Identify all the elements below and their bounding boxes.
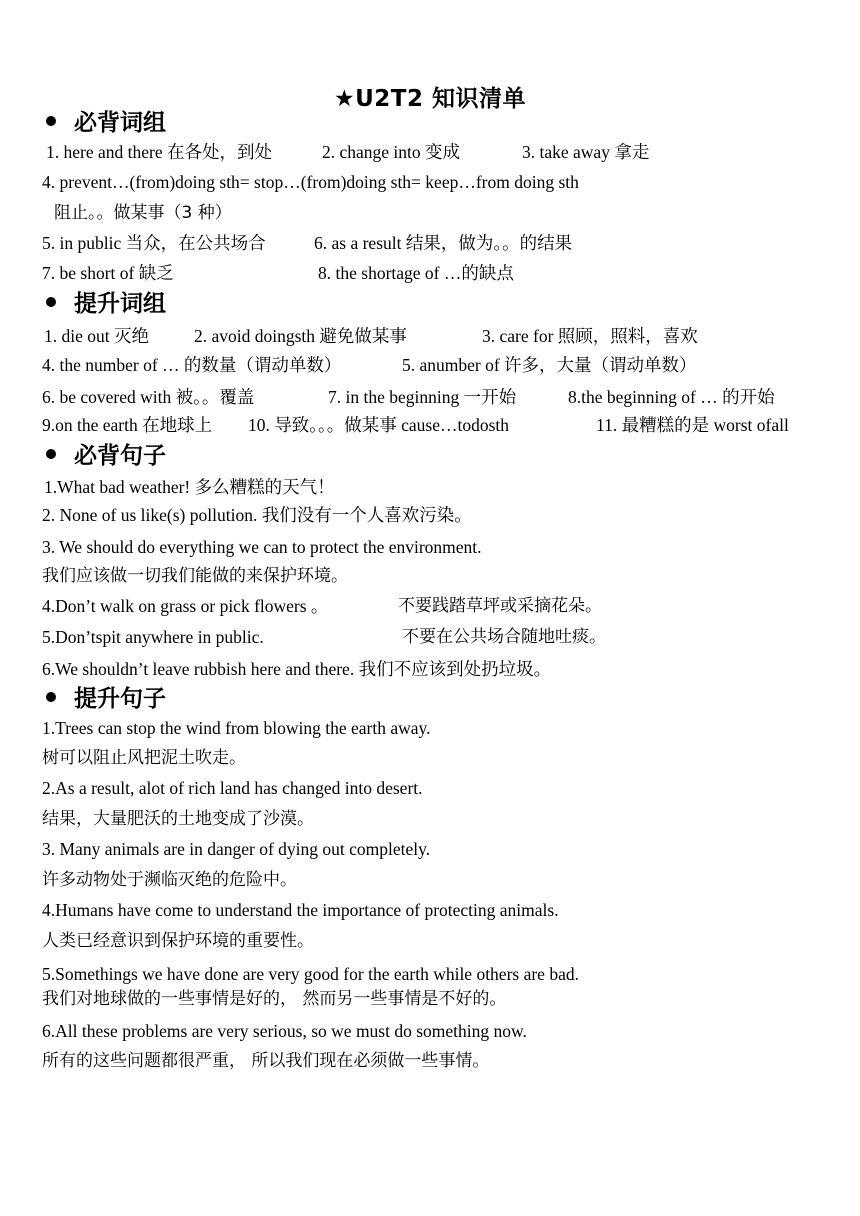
sentence-translation: 结果，大量肥沃的土地变成了沙漠。 — [42, 809, 314, 829]
sentence-line: 6.All these problems are very serious, so we must do something now. — [42, 1021, 527, 1041]
phrase-item: 7. be short of 缺乏 — [42, 263, 174, 283]
sentence-line: 1.What bad weather! 多么糟糕的天气！ — [44, 477, 335, 497]
phrase-item: 10. 导致。。。做某事 cause…todosth — [248, 415, 510, 435]
sentence-english: 5.Don’tspit anywhere in public. — [42, 627, 264, 647]
section-heading-text: 必背词组 — [74, 110, 166, 136]
section-heading-text: 提升词组 — [74, 291, 166, 317]
bullet-icon — [46, 116, 56, 126]
section-heading-required-phrases — [46, 108, 166, 138]
phrase-item: 11. 最糟糕的是 worst ofall — [596, 415, 789, 435]
sentence-translation: 不要在公共场合随地吐痰。 — [402, 627, 606, 647]
phrase-item: 1. die out 灭绝 — [44, 326, 149, 346]
sentence-line: 2. None of us like(s) pollution. 我们没有一个人喜欢污染。 — [42, 505, 472, 525]
phrase-item: 6. as a result 结果，做为。。的结果 — [314, 233, 573, 253]
phrase-item: 7. in the beginning 一开始 — [328, 387, 517, 407]
phrase-item: 4. the number of … 的数量（谓动单数） — [42, 355, 342, 375]
sentence-line: 5.Somethings we have done are very good for the earth while others are bad. — [42, 964, 579, 984]
phrase-item: 8.the beginning of … 的开始 — [568, 387, 775, 407]
sentence-english: 4.Don’t walk on grass or pick flowers 。 — [42, 596, 329, 616]
sentence-line: 4.Humans have come to understand the importance of protecting animals. — [42, 900, 559, 920]
sentence-translation: 许多动物处于濒临灭绝的危险中。 — [42, 870, 297, 890]
phrase-item: 3. take away 拿走 — [522, 142, 650, 162]
phrase-item: 3. care for 照顾，照料，喜欢 — [482, 326, 698, 346]
phrase-line-3: 阻止。。做某事（3 种） — [54, 203, 232, 223]
phrase-item: 5. in public 当众，在公共场合 — [42, 233, 266, 253]
phrase-line-2: 4. prevent…(from)doing sth= stop…(from)doing sth= keep…from doing sth — [42, 172, 579, 192]
bullet-icon — [46, 692, 56, 702]
page-title: ★U2T2 知识清单 — [334, 86, 526, 112]
section-heading-advanced-phrases — [46, 289, 166, 319]
sentence-line: 2.As a result, alot of rich land has changed into desert. — [42, 778, 423, 798]
phrase-item: 6. be covered with 被。。覆盖 — [42, 387, 255, 407]
sentence-translation: 所有的这些问题都很严重， 所以我们现在必须做一些事情。 — [42, 1051, 490, 1071]
sentence-line: 3. We should do everything we can to protect the environment. — [42, 537, 482, 557]
sentence-translation: 人类已经意识到保护环境的重要性。 — [42, 931, 314, 951]
section-heading-required-sentences — [46, 441, 166, 471]
sentence-translation: 不要践踏草坪或采摘花朵。 — [398, 596, 602, 616]
sentence-line: 1.Trees can stop the wind from blowing the earth away. — [42, 718, 431, 738]
section-heading-text: 提升句子 — [74, 686, 166, 712]
sentence-line: 6.We shouldn’t leave rubbish here and there. 我们不应该到处扔垃圾。 — [42, 659, 552, 679]
section-heading-advanced-sentences — [46, 684, 166, 714]
phrase-item: 2. change into 变成 — [322, 142, 461, 162]
phrase-item: 9.on the earth 在地球上 — [42, 415, 213, 435]
sentence-translation: 我们应该做一切我们能做的来保护环境。 — [42, 566, 348, 586]
phrase-item: 5. anumber of 许多，大量（谓动单数） — [402, 355, 697, 375]
sentence-translation: 我们对地球做的一些事情是好的， 然而另一些事情是不好的。 — [42, 989, 507, 1009]
sentence-translation: 树可以阻止风把泥土吹走。 — [42, 748, 246, 768]
bullet-icon — [46, 297, 56, 307]
phrase-item: 2. avoid doingsth 避免做某事 — [194, 326, 407, 346]
phrase-item: 8. the shortage of …的缺点 — [318, 263, 514, 283]
section-heading-text: 必背句子 — [74, 443, 166, 469]
bullet-icon — [46, 449, 56, 459]
sentence-line: 3. Many animals are in danger of dying out completely. — [42, 839, 431, 859]
phrase-item: 1. here and there 在各处，到处 — [46, 142, 272, 162]
